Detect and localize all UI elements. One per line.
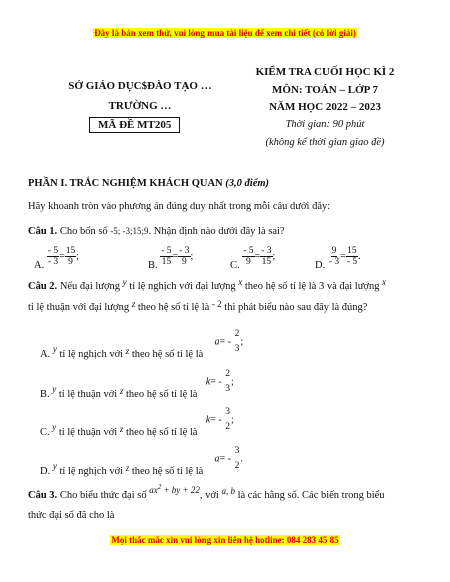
question-2: Câu 2. Nếu đại lượng y tỉ lệ nghịch với đại lượng x theo hệ số tỉ lệ là 3 và đại lượng x xyxy=(28,277,387,292)
question-label: Câu 3. xyxy=(28,490,58,501)
option-q2-b[interactable]: B. y tỉ lệ thuận với z theo hệ số tỉ lệ là k= - 2 3 ; xyxy=(40,369,234,401)
option-q1-a[interactable]: A. $\frac{- 5}{- 3}$ = $\frac{15}{9}$ ; xyxy=(34,246,80,271)
section-instruction: Hãy khoanh tròn vào phương án đúng duy nhất trong mỗi câu dưới đây: xyxy=(28,201,331,212)
number-set: -5; -3;15;9 xyxy=(110,226,149,236)
question-3: Câu 3. Cho biểu thức đại số $ax^2$ + by + 22, với a, b là các hằng số. Các biến trong biểu xyxy=(28,483,385,501)
exam-title: KIỂM TRA CUỐI HỌC KÌ 2 xyxy=(255,66,395,78)
question-label: Câu 1. xyxy=(28,226,58,237)
exam-code: MÃ ĐỀ MT205 xyxy=(89,117,180,133)
option-q2-c[interactable]: C. y tỉ lệ thuận với z theo hệ số tỉ lệ là k= - 3 2 ; xyxy=(40,407,234,439)
question-1: Câu 1. Cho bốn số -5; -3;15;9. Nhận định nào dưới đây là sai? xyxy=(28,226,285,237)
exam-duration: Thời gian: 90 phút xyxy=(285,119,365,130)
option-q1-b[interactable]: B. $\frac{- 5}{15}$ = $\frac{- 3}{9}$ ; xyxy=(148,246,194,271)
school-name: TRƯỜNG … xyxy=(108,100,172,112)
option-q1-d[interactable]: D. $\frac{9}{- 3}$ = $\frac{15}{- 5}$ . xyxy=(315,246,361,271)
hotline-banner: Mọi thắc mắc xin vui lòng xin liên hệ hotline: 084 283 45 85 xyxy=(111,535,339,545)
option-q1-c[interactable]: C. $\frac{- 5}{9}$ = $\frac{- 3}{15}$ ; xyxy=(230,246,276,271)
section-title: PHẦN I. TRẮC NGHIỆM KHÁCH QUAN (3,0 điểm) xyxy=(28,178,270,189)
preview-banner: Đây là bản xem thử, vui lòng mua tài liệu để xem chi tiết (có lời giải) xyxy=(94,28,356,38)
department-name: SỞ GIÁO DỤC$ĐÀO TẠO … xyxy=(68,80,212,92)
option-q2-a[interactable]: A. y tỉ lệ nghịch với z theo hệ số tỉ lệ là a= - 2 3 ; xyxy=(40,329,244,361)
question-label: Câu 2. xyxy=(28,281,58,292)
algebraic-expression: $ax^2$ + by + 22 xyxy=(149,483,200,495)
duration-note: (không kể thời gian giao đề) xyxy=(265,137,385,148)
subject-line: MÔN: TOÁN – LỚP 7 xyxy=(272,84,378,96)
question-2-line-2: tỉ lệ thuận với đại lượng z theo hệ số tỉ lệ là - 2 thì phát biểu nào sau đây là đúng? xyxy=(28,299,368,313)
option-q2-d[interactable]: D. y tỉ lệ nghịch với z theo hệ số tỉ lệ là a= - 3 2 . xyxy=(40,446,243,478)
question-3-line-2: thức đại số đã cho là xyxy=(28,510,115,521)
school-year: NĂM HỌC 2022 – 2023 xyxy=(269,101,381,113)
